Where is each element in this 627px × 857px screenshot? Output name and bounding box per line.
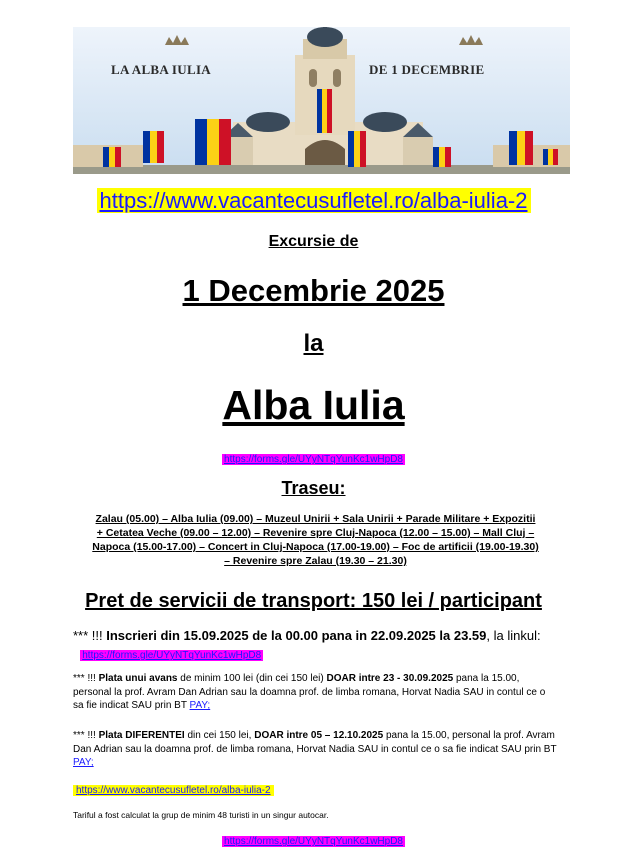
diferenta-paragraph — [73, 729, 558, 770]
route-line: Zalau (05.00) – Alba Iulia (09.00) – Muzeul Unirii + Sala Unirii + Parade Militare + Expozitii — [95, 513, 536, 525]
avans-dates: DOAR intre 23 - 30.09.2025 — [326, 673, 454, 684]
diferenta-pay-link[interactable]: PAY; — [73, 757, 94, 768]
excursie-heading: Excursie de — [268, 233, 359, 250]
form-link-line-bottom — [0, 831, 627, 849]
avans-paragraph — [73, 672, 558, 713]
secondary-url-link[interactable]: https://www.vacantecusufletel.ro/alba-iulia-2 — [73, 785, 274, 796]
avans-prefix: *** !!! — [73, 673, 99, 684]
inscrieri-prefix: *** !!! — [73, 628, 107, 643]
avans-title: Plata unui avans — [98, 673, 178, 684]
diferenta-text1: din cei 150 lei, — [184, 730, 255, 741]
form-link-inscrieri[interactable]: https://forms.gle/UYyNTqYunKc1wHpD8 — [82, 650, 262, 661]
city-heading: Alba Iulia — [222, 382, 405, 428]
diferenta-prefix: *** !!! — [73, 730, 99, 741]
la-heading: la — [303, 330, 324, 357]
main-url-line — [0, 188, 627, 214]
inscrieri-paragraph — [73, 627, 558, 665]
form-link-bottom[interactable]: https://forms.gle/UYyNTqYunKc1wHpD8 — [224, 836, 403, 847]
avans-text1: de minim 100 lei (din cei 150 lei) — [177, 673, 327, 684]
route-line: – Revenire spre Zalau (19.30 – 21.30) — [224, 555, 407, 567]
diferenta-title: Plata DIFERENTEI — [98, 730, 185, 741]
date-heading: 1 Decembrie 2025 — [182, 273, 445, 308]
route-line: Napoca (15.00-17.00) – Concert in Cluj-Napoca (17.00-19.00) – Foc de artificii (19.00-19.30) — [92, 541, 539, 553]
avans-pay-link[interactable]: PAY; — [189, 700, 211, 711]
cathedral-illustration — [73, 27, 570, 174]
banner-right-caption: DE 1 DECEMBRIE — [369, 62, 485, 77]
route-description — [73, 512, 558, 568]
form-link-line-top — [0, 449, 627, 467]
tarif-note: Tariful a fost calculat la grup de minim 48 turisti in un singur autocar. — [73, 810, 329, 820]
inscrieri-dates: Inscrieri din 15.09.2025 de la 00.00 pana in 22.09.2025 la 23.59 — [106, 628, 487, 643]
avans-text2: pana la 15.00, personal la prof. Avram Dan Adrian sau la doamna prof. de limba romana, Horvat Nadia SAU in contul ce o sa fie indicat SAU prin BT — [73, 673, 546, 711]
route-line: + Cetatea Veche (09.00 – 12.00) – Revenire spre Cluj-Napoca (12.00 – 15.00) – Mall Cluj – — [96, 527, 535, 539]
price-heading: Pret de servicii de transport: 150 lei / participant — [85, 590, 542, 612]
inscrieri-suffix: , la linkul: — [486, 628, 541, 643]
traseu-heading: Traseu: — [281, 478, 346, 498]
banner-left-caption: LA ALBA IULIA — [111, 62, 211, 77]
secondary-url-line — [73, 784, 558, 798]
diferenta-text2: pana la 15.00, personal la prof. Avram Dan Adrian sau la doamna prof. de limba romana, Horvat Nadia SAU in contul ce o sa fie indicat SAU prin BT — [73, 730, 557, 755]
header-banner-image — [73, 27, 570, 174]
main-url-link[interactable]: https://www.vacantecusufletel.ro/alba-iulia-2 — [97, 188, 531, 213]
form-link-top[interactable]: https://forms.gle/UYyNTqYunKc1wHpD8 — [224, 454, 403, 465]
diferenta-dates: DOAR intre 05 – 12.10.2025 — [254, 730, 384, 741]
